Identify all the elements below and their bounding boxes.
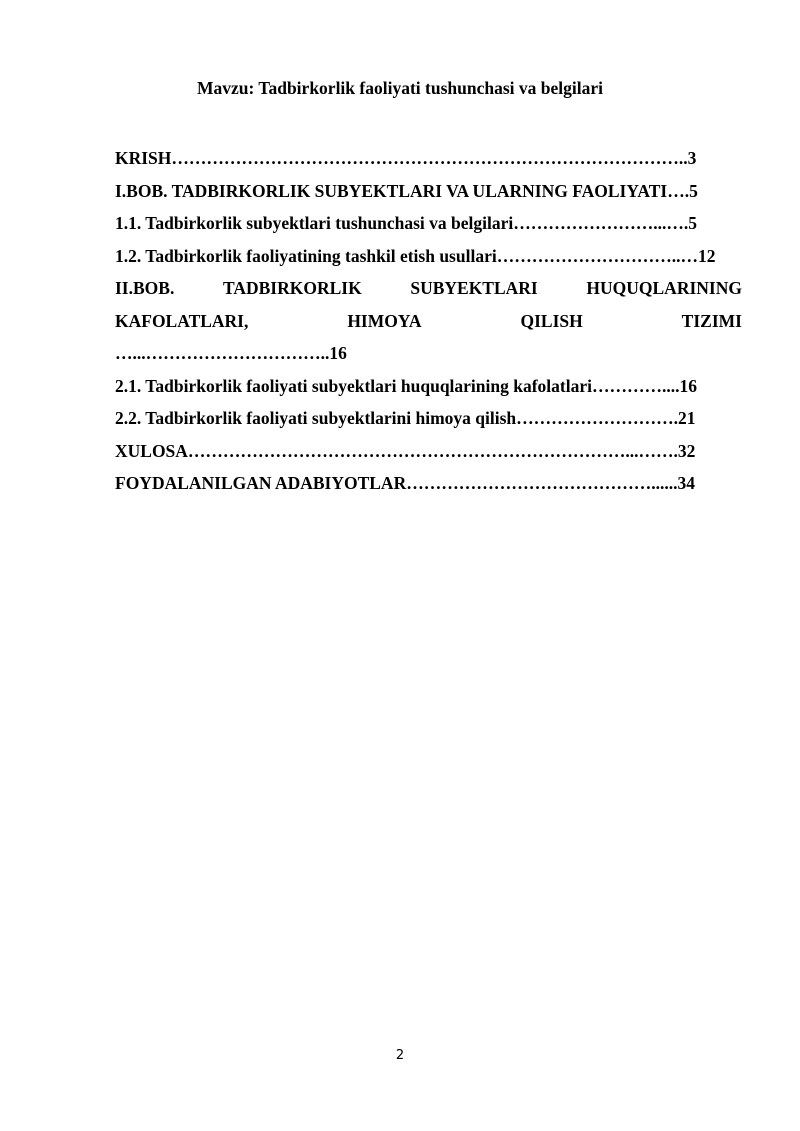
toc-word: KAFOLATLARI,	[115, 310, 249, 331]
document-title: Mavzu: Tadbirkorlik faoliyati tushunchasi va belgilari	[197, 78, 603, 98]
toc-word: HUQUQLARINING	[586, 278, 742, 298]
toc-entry-section-1-1: 1.1. Tadbirkorlik subyektlari tushunchasi va belgilari……………………...….5	[115, 213, 697, 233]
toc-entry-chapter-2-line-1	[115, 272, 742, 305]
toc-word: II.BOB.	[115, 278, 175, 298]
toc-entry-xulosa: XULOSA…………………………………………………………………...…….32	[115, 440, 696, 461]
table-of-contents	[115, 142, 742, 500]
toc-word: TADBIRKORLIK	[222, 278, 362, 298]
toc-entry-chapter-2-line-2	[115, 305, 742, 338]
toc-entry-krish: KRISH……………………………………………………………………………..3	[115, 148, 697, 168]
toc-entry-section-2-2: 2.2. Tadbirkorlik faoliyati subyektlarini himoya qilish……………………….21	[115, 408, 696, 428]
toc-entry-chapter-1: I.BOB. TADBIRKORLIK SUBYEKTLARI VA ULARNING FAOLIYATI….5	[115, 180, 698, 201]
toc-word: TIZIMI	[681, 310, 742, 331]
toc-entry-references: FOYDALANILGAN ADABIYOTLAR……………………………………......34	[115, 473, 695, 493]
toc-entry-chapter-2-line-3: …...…………………………..16	[115, 343, 347, 363]
toc-word: QILISH	[520, 310, 583, 331]
toc-word: HIMOYA	[347, 310, 422, 331]
toc-entry-section-2-1: 2.1. Tadbirkorlik faoliyati subyektlari huquqlarining kafolatlari…………....16	[115, 375, 697, 396]
toc-word: SUBYEKTLARI	[410, 278, 538, 298]
toc-entry-section-1-2: 1.2. Tadbirkorlik faoliyatining tashkil etish usullari…………………………..…12	[115, 245, 716, 266]
page-number: 2	[395, 1048, 405, 1063]
